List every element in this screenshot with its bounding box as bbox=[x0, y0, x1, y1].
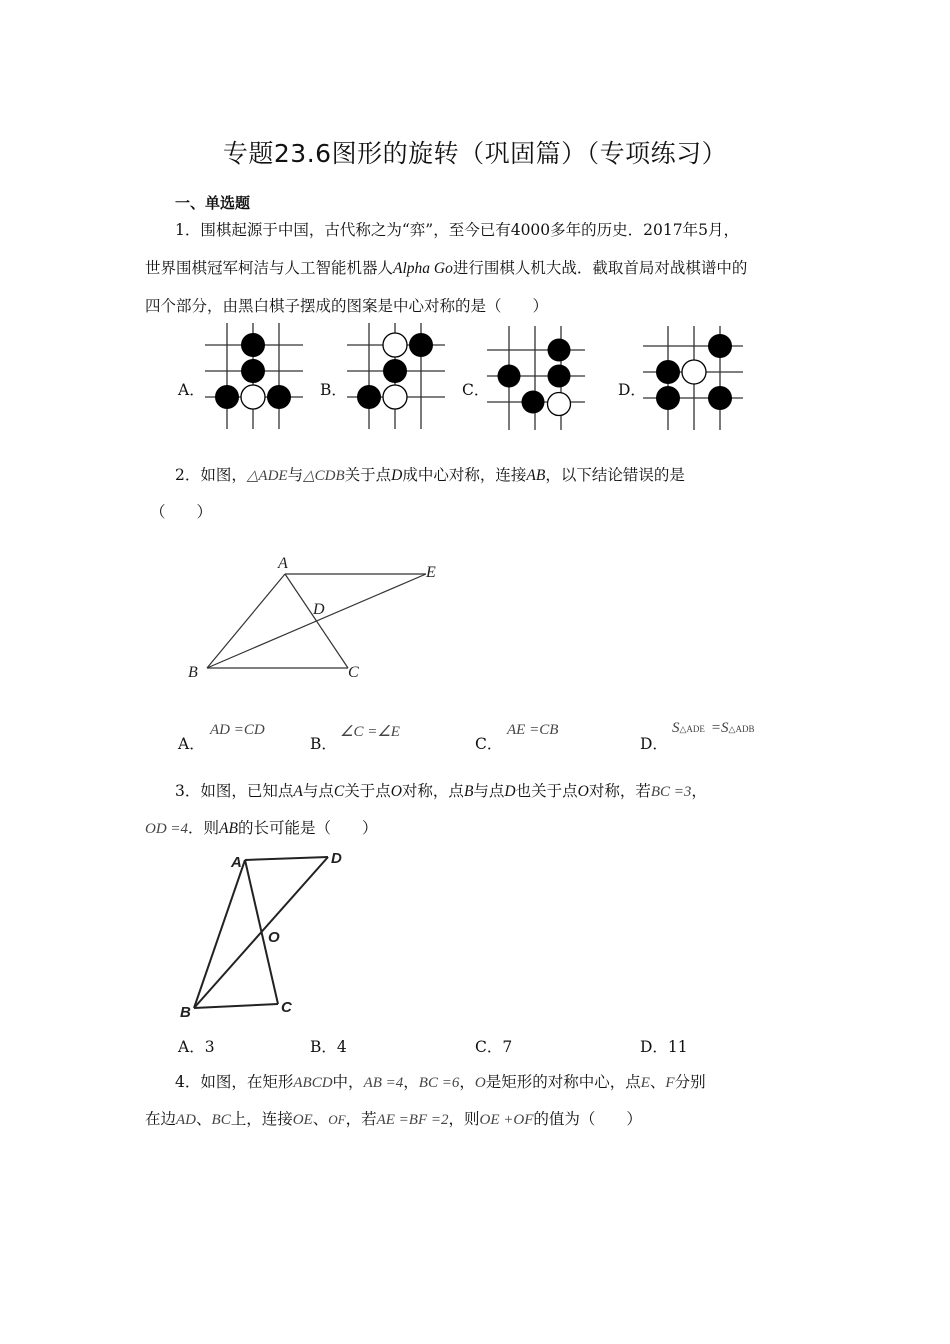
black-stone bbox=[548, 365, 571, 388]
q1-text: 世界围棋冠军柯洁与人工智能机器人 bbox=[145, 259, 394, 277]
q4-line2 bbox=[145, 1107, 642, 1129]
page-title: 专题23.6图形的旋转（巩固篇）（专项练习） bbox=[222, 139, 728, 168]
q4-text: 、 bbox=[196, 1110, 212, 1128]
white-stone bbox=[383, 333, 407, 357]
q4-text: ， bbox=[403, 1073, 419, 1091]
black-stone bbox=[267, 385, 291, 409]
q3-option-a: A．3 bbox=[178, 1038, 215, 1056]
q1-alphago: Alpha Go bbox=[393, 260, 453, 277]
q1-line1: 1．围棋起源于中国，古代称之为“弈”，至今已有4000多年的历史．2017年5月， bbox=[175, 221, 739, 239]
q2-option-d-expr bbox=[672, 720, 754, 737]
q1-text: 进行围棋人机大战．截取首局对战棋谱中的 bbox=[452, 259, 748, 277]
q3-math: AB bbox=[219, 820, 238, 837]
q2-math: △ADE bbox=[246, 468, 288, 484]
q3-text: 关于点 bbox=[344, 782, 391, 800]
q3-math: O bbox=[390, 783, 402, 800]
q3-option-b: B．4 bbox=[310, 1038, 347, 1056]
q4-text: 在边 bbox=[145, 1110, 177, 1128]
q3-text: ， bbox=[691, 782, 707, 800]
q3-figure bbox=[175, 845, 355, 1020]
q4-text: 、 bbox=[312, 1110, 329, 1128]
black-stone bbox=[409, 333, 433, 357]
go-board-d bbox=[643, 326, 749, 434]
q2-math: =S bbox=[710, 720, 729, 736]
point-label-d: D bbox=[331, 850, 342, 867]
q4-math: ABCD bbox=[293, 1075, 333, 1091]
black-stone bbox=[708, 386, 732, 410]
q1-option-c-label: C． bbox=[462, 381, 490, 399]
q3-text: 与点 bbox=[473, 782, 505, 800]
q3-math: C bbox=[333, 783, 345, 800]
section-heading: 一、单选题 bbox=[175, 194, 251, 212]
white-stone bbox=[548, 393, 571, 416]
black-stone bbox=[215, 385, 239, 409]
point-label-c: C bbox=[281, 999, 292, 1016]
q2-line1 bbox=[175, 463, 685, 485]
q3-text: 也关于点 bbox=[515, 782, 578, 800]
q4-math: AE =BF =2 bbox=[376, 1112, 449, 1128]
black-stone bbox=[241, 333, 265, 357]
go-board-b bbox=[347, 323, 447, 431]
black-stone bbox=[656, 386, 680, 410]
black-stone bbox=[357, 385, 381, 409]
q2-text: ，以下结论错误的是 bbox=[545, 466, 685, 484]
q2-math: D bbox=[391, 467, 403, 484]
black-stone bbox=[383, 359, 407, 383]
q2-option-a-expr: AD =CD bbox=[210, 722, 265, 738]
go-board-c bbox=[487, 326, 587, 434]
q4-text: 的值为（ ） bbox=[533, 1110, 642, 1128]
q4-math: OE +OF bbox=[479, 1112, 534, 1128]
q2-math: △CDB bbox=[303, 468, 345, 484]
q4-text: ，若 bbox=[345, 1110, 377, 1128]
white-stone bbox=[383, 385, 407, 409]
q3-math: OD =4 bbox=[145, 821, 189, 837]
q4-math: O bbox=[474, 1075, 486, 1091]
q2-option-c-label: C． bbox=[475, 735, 503, 753]
q2-figure bbox=[180, 550, 460, 685]
q2-option-a-label: A． bbox=[178, 735, 205, 753]
q4-text: 4．如图，在矩形 bbox=[175, 1073, 294, 1091]
q4-math: E bbox=[640, 1075, 650, 1091]
q2-option-b-expr: ∠C =∠E bbox=[340, 724, 400, 740]
q4-math: BC bbox=[211, 1112, 231, 1128]
q4-math: BC =6 bbox=[418, 1075, 460, 1091]
go-board-a bbox=[205, 323, 305, 431]
black-stone bbox=[241, 359, 265, 383]
q2-answer-paren: （ ） bbox=[150, 503, 213, 521]
q3-line2 bbox=[145, 816, 378, 838]
q3-math: BC =3 bbox=[650, 784, 692, 800]
black-stone bbox=[498, 365, 521, 388]
point-label-o: O bbox=[268, 929, 280, 946]
q4-text: 是矩形的对称中心，点 bbox=[485, 1073, 641, 1091]
white-stone bbox=[682, 360, 706, 384]
q2-text: 成中心对称，连接 bbox=[402, 466, 527, 484]
black-stone bbox=[708, 334, 732, 358]
q1-option-b-label: B． bbox=[320, 381, 347, 399]
q2-math: S bbox=[672, 720, 680, 736]
q3-text: 与点 bbox=[302, 782, 334, 800]
point-label-a: A bbox=[231, 854, 242, 871]
q2-math: AB bbox=[526, 467, 546, 484]
q3-math: O bbox=[577, 783, 589, 800]
point-label-e: E bbox=[426, 564, 436, 581]
q4-math: AB =4 bbox=[363, 1075, 404, 1091]
black-stone bbox=[656, 360, 680, 384]
point-label-b: B bbox=[188, 664, 198, 681]
q2-option-c-expr: AE =CB bbox=[507, 722, 559, 738]
q3-line1 bbox=[175, 779, 707, 801]
q3-text: 对称，若 bbox=[588, 782, 651, 800]
q4-text: 分别 bbox=[674, 1073, 706, 1091]
q3-option-d: D．11 bbox=[640, 1038, 688, 1056]
q1-option-a-label: A． bbox=[178, 381, 205, 399]
q3-math: D bbox=[504, 783, 516, 800]
q4-math: F bbox=[665, 1075, 675, 1091]
point-label-a: A bbox=[278, 555, 288, 572]
q3-text: 对称，点 bbox=[401, 782, 464, 800]
q1-option-d-label: D． bbox=[618, 381, 646, 399]
point-label-d: D bbox=[313, 601, 325, 618]
black-stone bbox=[548, 339, 571, 362]
point-label-b: B bbox=[180, 1004, 191, 1021]
q2-text: 与 bbox=[287, 466, 304, 484]
q1-line2 bbox=[145, 256, 747, 278]
q2-text: 2．如图， bbox=[175, 466, 247, 484]
q3-text: ．则 bbox=[188, 819, 220, 837]
q4-line1 bbox=[175, 1070, 706, 1092]
q4-math: OE bbox=[292, 1112, 313, 1128]
point-label-c: C bbox=[348, 664, 359, 681]
q4-text: ， bbox=[459, 1073, 475, 1091]
q4-text: ，则 bbox=[448, 1110, 480, 1128]
q2-option-b-label: B． bbox=[310, 735, 337, 753]
white-stone bbox=[241, 385, 265, 409]
q2-math-sub: △ADB bbox=[728, 724, 755, 734]
q4-text: 中， bbox=[332, 1073, 364, 1091]
q3-math: A bbox=[293, 783, 303, 800]
black-stone bbox=[522, 391, 545, 414]
q3-text: 的长可能是（ ） bbox=[238, 819, 378, 837]
q2-option-d-label: D． bbox=[640, 735, 668, 753]
q3-option-c: C．7 bbox=[475, 1038, 513, 1056]
q4-text: 上，连接 bbox=[230, 1110, 293, 1128]
q2-text: 关于点 bbox=[344, 466, 392, 484]
q3-text: 3．如图，已知点 bbox=[175, 782, 294, 800]
q2-math-sub: △ADE bbox=[679, 724, 705, 734]
q4-text: 、 bbox=[649, 1073, 666, 1091]
q1-line3: 四个部分，由黑白棋子摆成的图案是中心对称的是（ ） bbox=[145, 297, 549, 315]
q4-math: AD bbox=[176, 1112, 197, 1128]
q3-math: B bbox=[463, 783, 474, 800]
q4-math: OF bbox=[328, 1112, 346, 1127]
